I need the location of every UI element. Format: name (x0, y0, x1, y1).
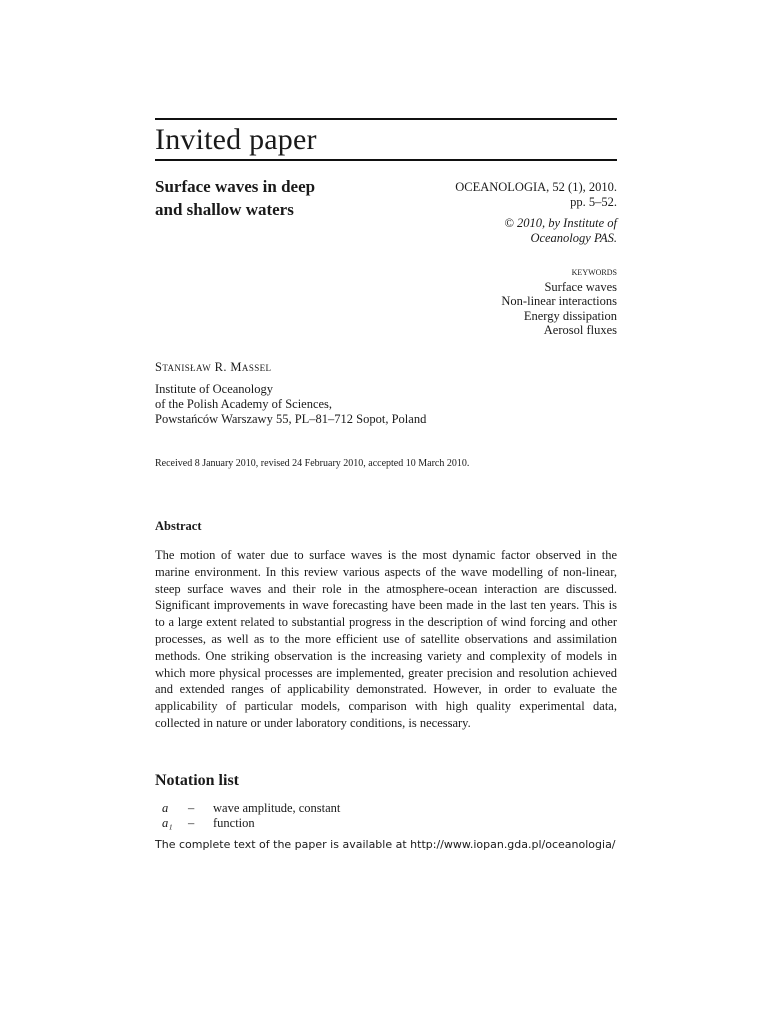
keyword-item: Surface waves (544, 279, 617, 294)
journal-citation: OCEANOLOGIA, 52 (1), 2010. (455, 180, 617, 194)
page-range: pp. 5–52. (570, 195, 617, 209)
abstract-heading: Abstract (155, 519, 202, 533)
full-text-availability-note: The complete text of the paper is available at http://www.iopan.gda.pl/oceanologia/ (155, 838, 616, 851)
keywords-block (501, 264, 617, 338)
copyright-line-2: Oceanology PAS. (530, 231, 617, 245)
notation-description: function (213, 815, 255, 830)
author-name: Stanisław R. Massel (155, 360, 272, 374)
abstract-body: The motion of water due to surface waves is the most dynamic factor observed in the marine environment. In this review various aspects of the wave modelling of non-linear, steep surface waves and their role in the atmosphere-ocean interaction are discussed. Significant improvements in wave forecasting have been made in the last ten years. This is to a large extent related to substantial progress in the description of wind forcing and other processes, as well as to the more efficient use of satellite observations and assimilation methods. One striking observation is the increasing variety and complexity of models in which more physical processes are implemented, greater precision and resolution achieved and extended ranges of applicability demonstrated. However, in order to evaluate the applicability of particular models, comparison with high quality experimental data, collected in nature or under laboratory conditions, is necessary. (155, 548, 617, 730)
notation-symbol: a₁ (162, 815, 173, 830)
notation-heading: Notation list (155, 772, 239, 789)
notation-description: wave amplitude, constant (213, 801, 341, 815)
keyword-item: Non-linear interactions (501, 294, 617, 308)
keyword-item: Energy dissipation (523, 308, 617, 323)
notation-row (155, 801, 340, 816)
affiliation-line: of the Polish Academy of Sciences, (155, 397, 333, 411)
affiliation-line: Powstańców Warszawy 55, PL–81–712 Sopot, Poland (155, 412, 427, 426)
affiliation (155, 382, 426, 427)
notation-list (155, 801, 340, 830)
notation-row (155, 816, 340, 831)
title-line-1: Surface waves in deep (155, 177, 316, 196)
notation-dash: – (188, 815, 195, 830)
received-dates: Received 8 January 2010, revised 24 February 2010, accepted 10 March 2010. (155, 458, 470, 469)
keywords-heading: keywords (571, 264, 617, 278)
copyright-line-1: © 2010, by Institute of (504, 216, 617, 230)
title-line-2: and shallow waters (155, 200, 294, 219)
affiliation-line: Institute of Oceanology (155, 382, 274, 396)
section-label: Invited paper (155, 123, 317, 156)
notation-symbol: a (162, 801, 169, 815)
notation-dash: – (188, 801, 195, 815)
top-rule (155, 118, 617, 120)
keyword-item: Aerosol fluxes (543, 323, 617, 337)
paper-title (155, 175, 315, 221)
journal-meta (455, 180, 617, 246)
header-rule (155, 159, 617, 161)
